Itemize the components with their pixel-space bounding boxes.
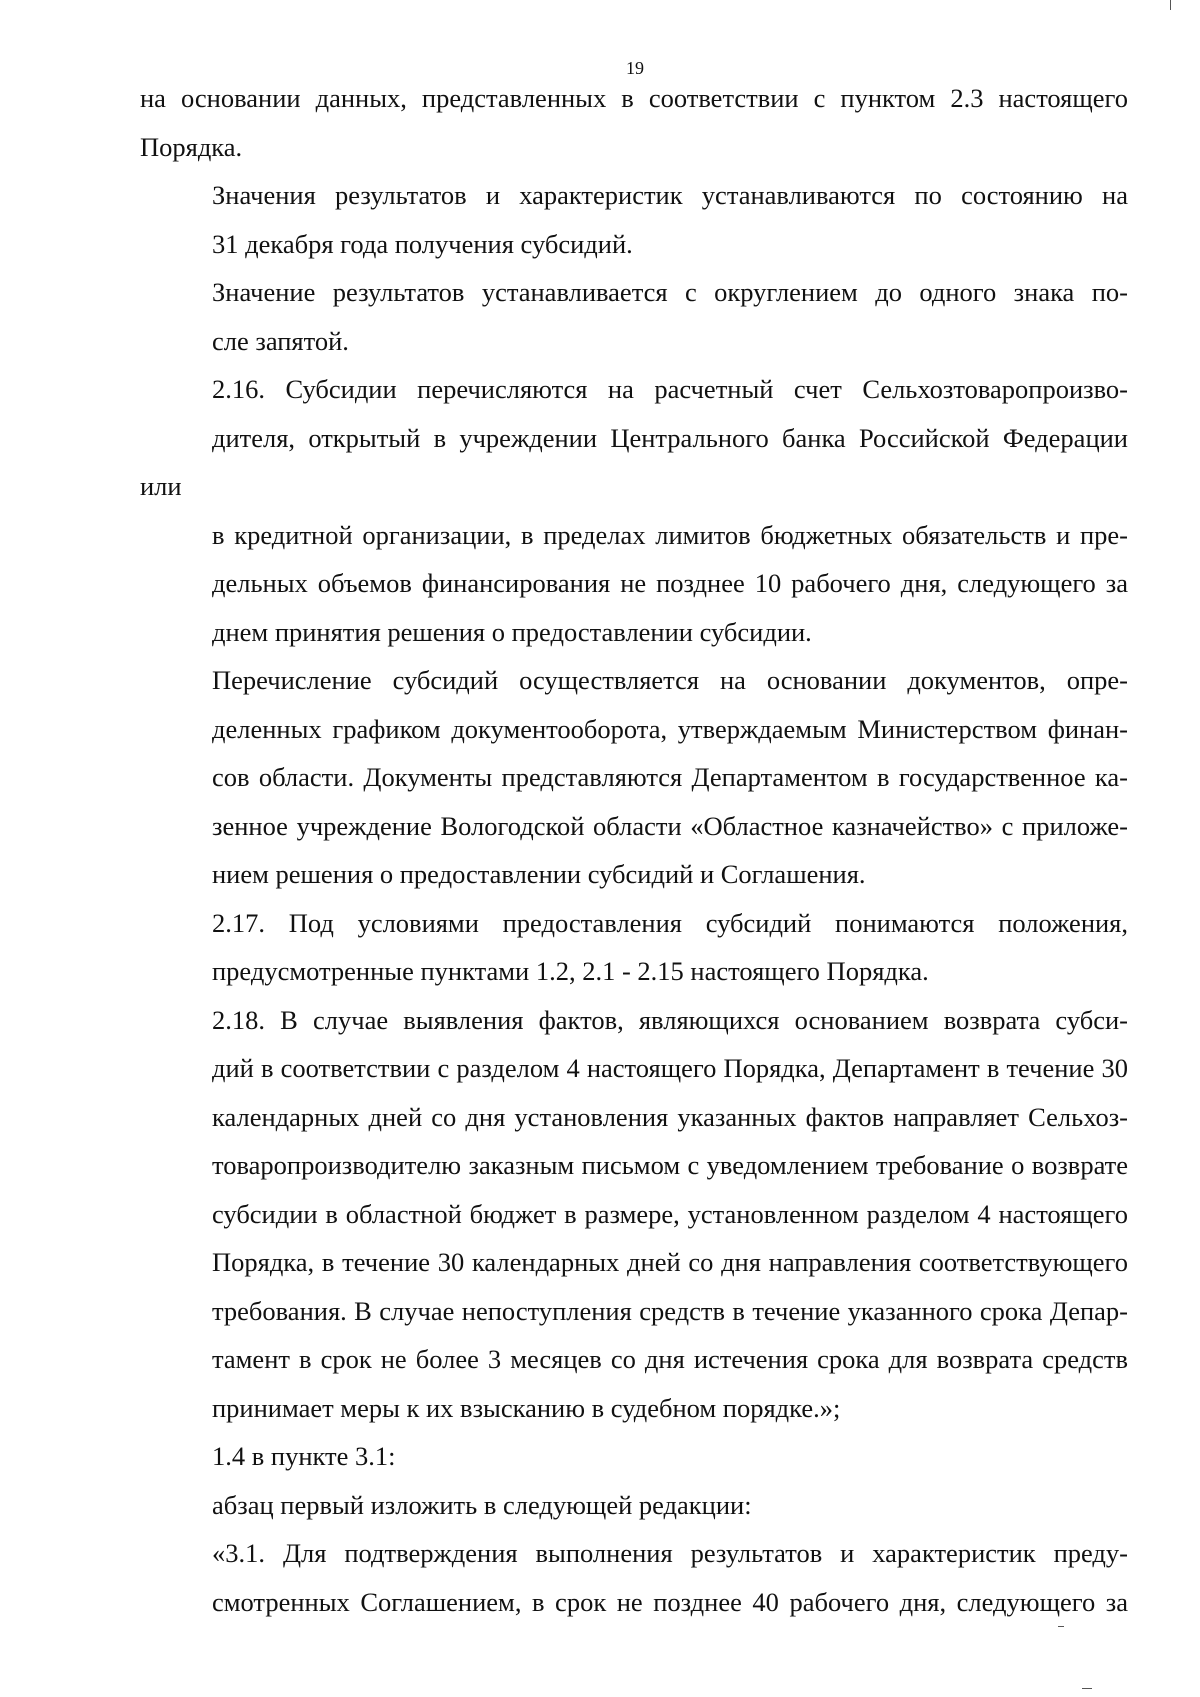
text-line: Перечисление субсидий осуществляется на основании документов, опре- — [212, 665, 1128, 695]
text-line: предусмотренные пунктами 1.2, 2.1 - 2.15 настоящего Порядка. — [212, 956, 929, 986]
text-line: календарных дней со дня установления указанных фактов направляет Сельхоз- — [212, 1101, 1128, 1132]
text-line: дий в соответствии с разделом 4 настоящего Порядка, Департамент в течение 30 — [212, 1053, 1128, 1083]
document-body — [140, 74, 1128, 1626]
scan-speck — [1082, 1688, 1092, 1689]
text-line: абзац первый изложить в следующей редакции: — [212, 1489, 752, 1520]
text-line: нием решения о предоставлении субсидий и Соглашения. — [212, 859, 866, 889]
text-line: Значение результатов устанавливается с округлением до одного знака по- — [212, 277, 1128, 307]
page-number: 19 — [626, 58, 644, 78]
text-line: в кредитной организации, в пределах лимитов бюджетных обязательств и пре- — [212, 519, 1128, 550]
text-line: 2.18. В случае выявления фактов, являющихся основанием возврата субси- — [212, 1004, 1128, 1035]
text-line: 31 декабря года получения субсидий. — [212, 228, 633, 259]
paragraph-1-4 — [140, 1432, 1128, 1481]
text-line: «3.1. Для подтверждения выполнения результатов и характеристик преду- — [212, 1538, 1128, 1568]
paragraph-rounding — [140, 268, 1128, 365]
text-line: 2.16. Субсидии перечисляются на расчетный счет Сельхозтоваропроизво- — [212, 374, 1128, 404]
paragraph-continuation — [140, 74, 1128, 171]
text-line: зенное учреждение Вологодской области «Областное казначейство» с приложе- — [212, 810, 1128, 841]
text-line: смотренных Соглашением, в срок не позднее 40 рабочего дня, следующего за — [212, 1586, 1128, 1617]
text-line: Порядка. — [140, 131, 243, 162]
scan-speck — [1170, 0, 1171, 10]
text-line: требования. В случае непоступления средств в течение указанного срока Депар- — [212, 1295, 1128, 1326]
text-line: сов области. Документы представляются Департаментом в государственное ка- — [212, 762, 1128, 792]
paragraph-2-18 — [140, 996, 1128, 1433]
scan-speck — [1058, 1626, 1064, 1627]
paragraph-results-date — [140, 171, 1128, 268]
text-line: на основании данных, представленных в соответствии с пунктом 2.3 настоящего — [140, 83, 1128, 113]
paragraph-transfer — [140, 656, 1128, 899]
text-line: принимает меры к их взысканию в судебном порядке.»; — [212, 1392, 841, 1423]
text-line: Порядка, в течение 30 календарных дней со дня направления соответствующего — [212, 1247, 1128, 1277]
text-line: тамент в срок не более 3 месяцев со дня истечения срока для возврата средств — [212, 1344, 1128, 1374]
paragraph-2-16 — [140, 365, 1128, 656]
paragraph-2-17 — [140, 899, 1128, 996]
text-line: 1.4 в пункте 3.1: — [212, 1441, 396, 1471]
text-line: товаропроизводителю заказным письмом с уведомлением требование о возврате — [212, 1150, 1128, 1180]
text-line: дителя, открытый в учреждении Центрального банка Российской Федерации или — [140, 422, 1128, 501]
text-line: 2.17. Под условиями предоставления субсидий понимаются положения, — [212, 907, 1128, 938]
text-line: Значения результатов и характеристик устанавливаются по состоянию на — [212, 180, 1128, 210]
text-line: днем принятия решения о предоставлении субсидии. — [212, 616, 812, 647]
text-line: деленных графиком документооборота, утверждаемым Министерством финан- — [212, 713, 1128, 744]
text-line: сле запятой. — [212, 325, 349, 356]
paragraph-3-1 — [140, 1529, 1128, 1626]
text-line: дельных объемов финансирования не позднее 10 рабочего дня, следующего за — [212, 568, 1128, 598]
paragraph-first-abzac — [140, 1481, 1128, 1530]
text-line: субсидии в областной бюджет в размере, установленном разделом 4 настоящего — [212, 1198, 1128, 1229]
